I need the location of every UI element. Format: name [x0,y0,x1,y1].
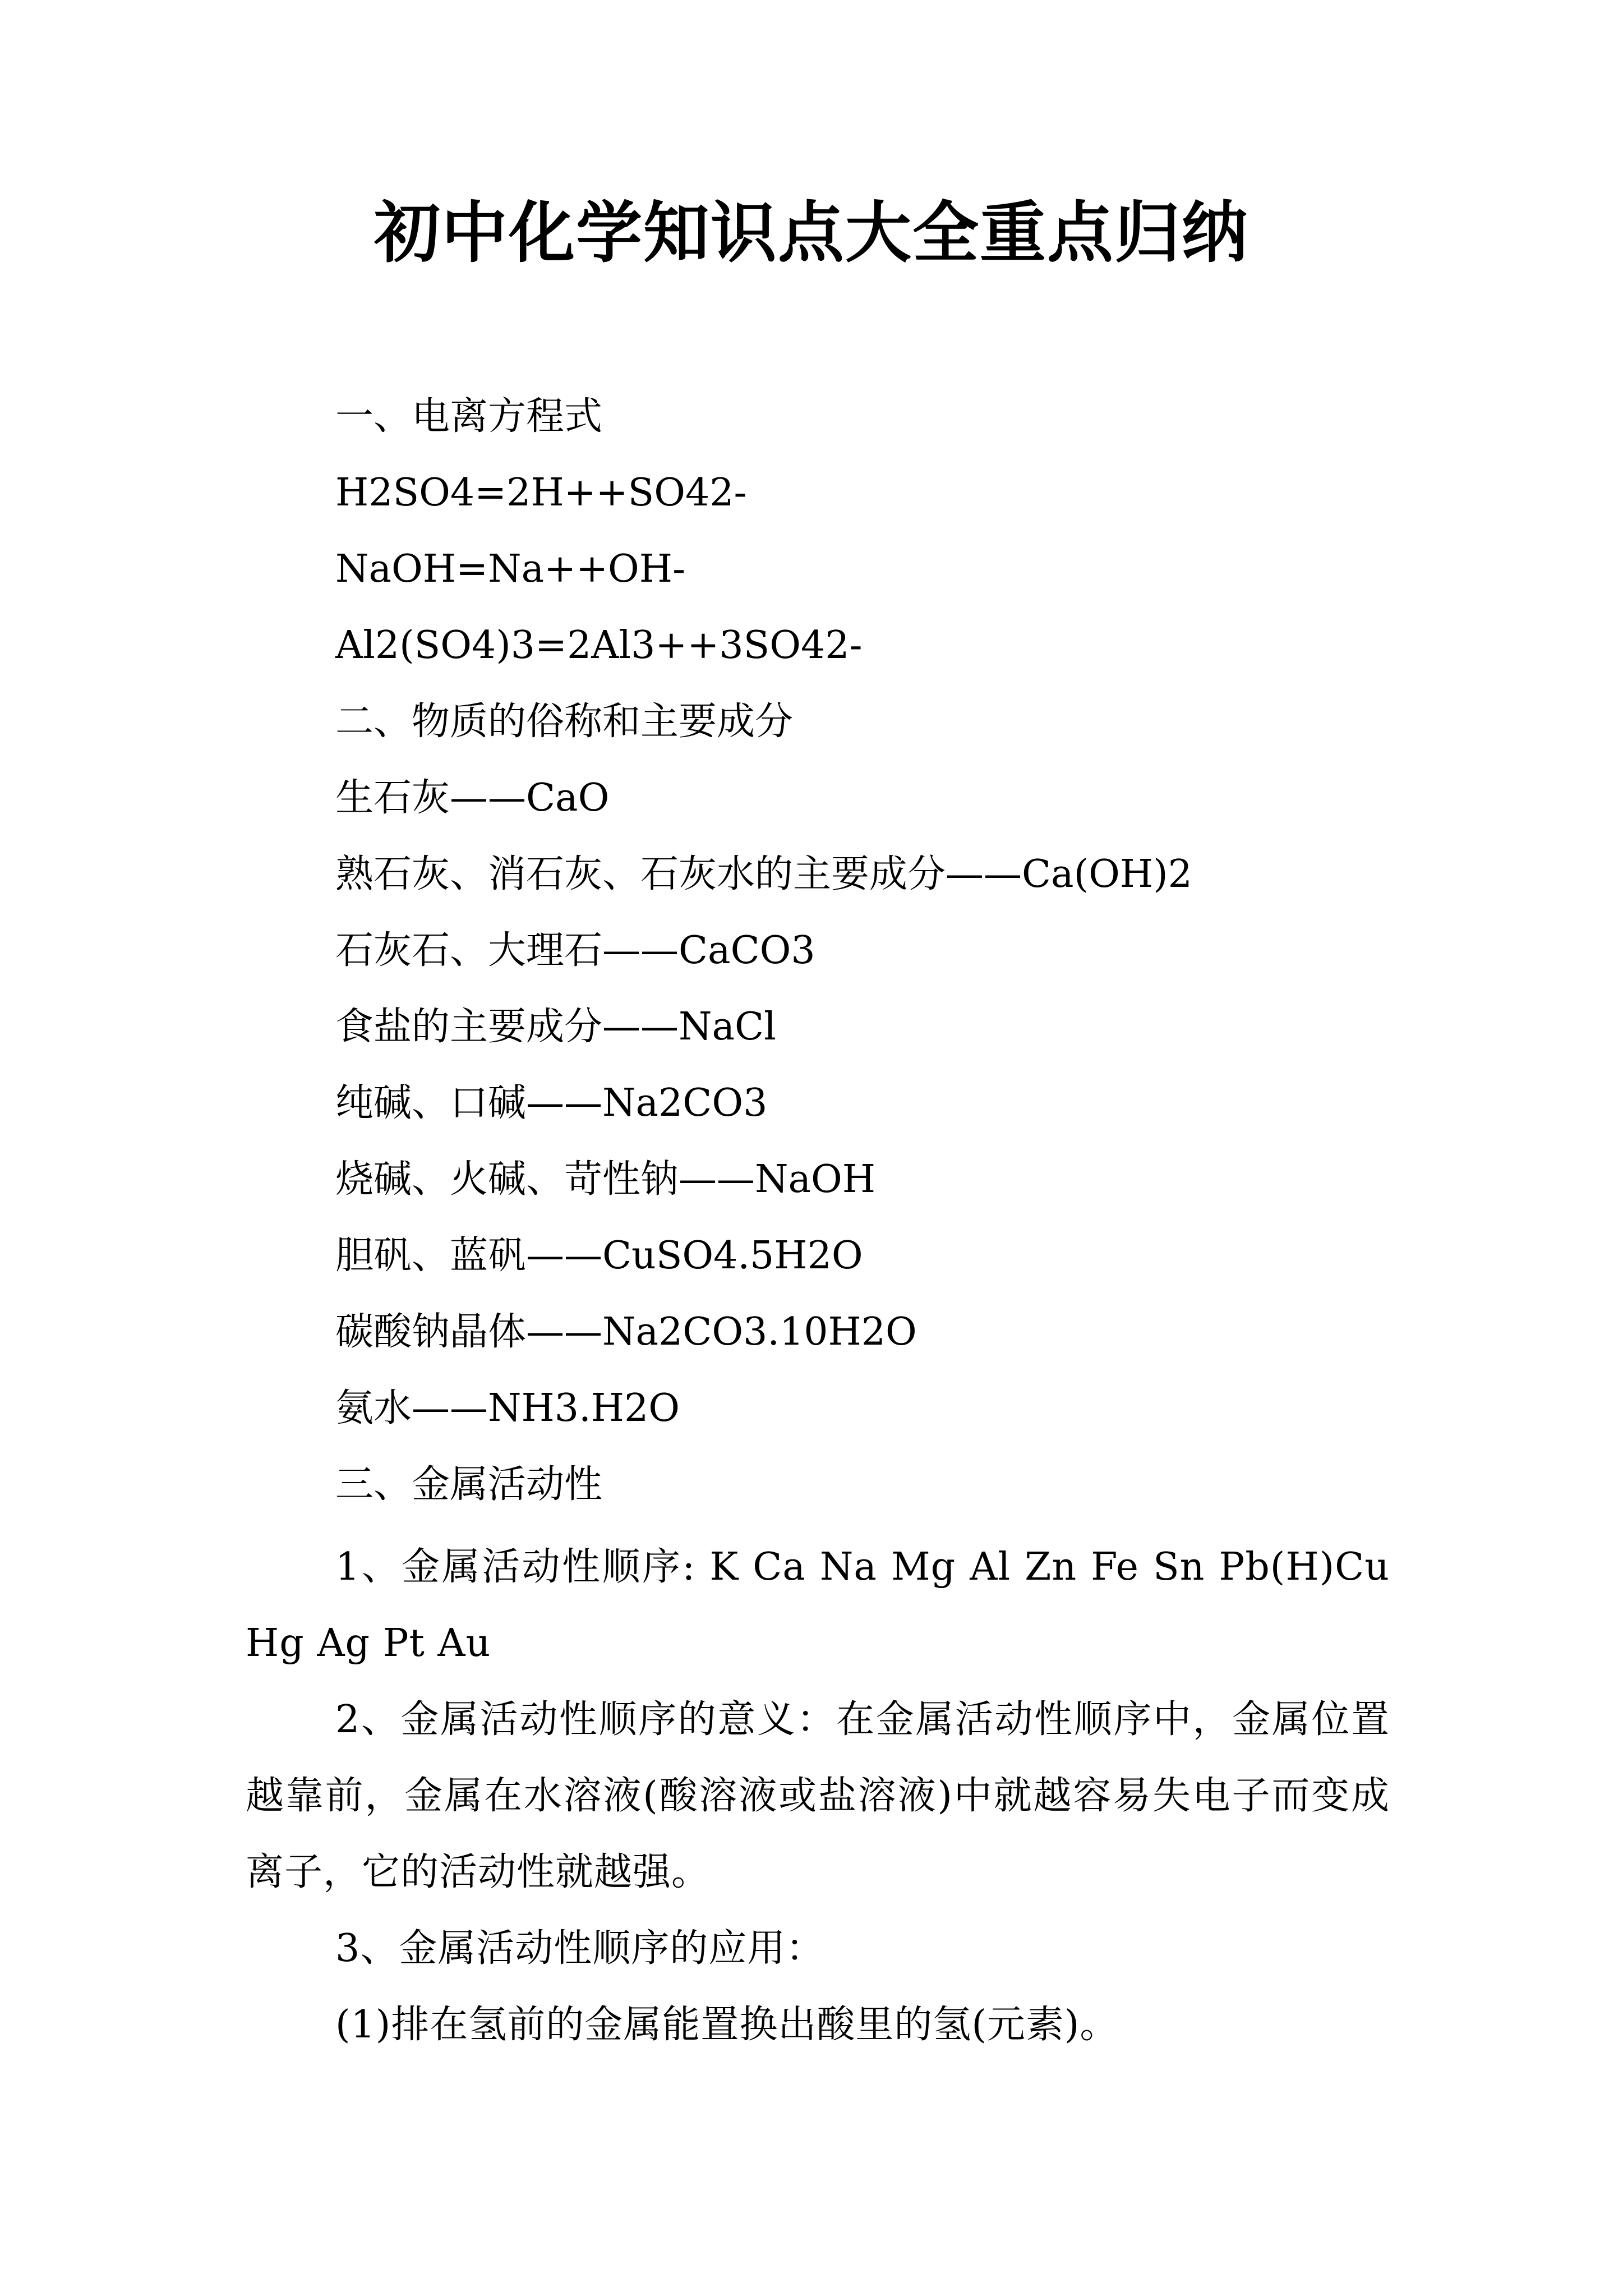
common-name-line: 烧碱、火碱、苛性钠——NaOH [335,1157,876,1202]
common-name-line: 食盐的主要成分——NaCl [335,1005,776,1049]
section-heading-ionization: 一、电离方程式 [335,394,603,439]
common-name-line: 石灰石、大理石——CaCO3 [335,928,815,973]
equation-line: H2SO4=2H++SO42- [335,471,747,515]
common-name-line: 胆矾、蓝矾——CuSO4.5H2O [335,1234,863,1278]
section-heading-common-names: 二、物质的俗称和主要成分 [335,700,794,744]
common-name-line: 纯碱、口碱——Na2CO3 [335,1081,768,1125]
document-title: 初中化学知识点大全重点归纳 [374,194,1249,272]
paragraph-activity-application: 3、金属活动性顺序的应用： [335,1926,825,1971]
paragraph-application-item-1: (1)排在氢前的金属能置换出酸里的氢(元素)。 [335,2003,1119,2047]
equation-line: NaOH=Na++OH- [335,547,686,591]
paragraph-activity-meaning: 2、金属活动性顺序的意义：在金属活动性顺序中，金属位置越靠前，金属在水溶液(酸溶液或盐溶液)中就越容易失电子而变成离子，它的活动性就越强。 [246,1697,1390,1894]
equation-line: Al2(SO4)3=2Al3++3SO42- [335,623,863,668]
common-name-line: 熟石灰、消石灰、石灰水的主要成分——Ca(OH)2 [335,852,1192,896]
common-name-line: 碳酸钠晶体——Na2CO3.10H2O [335,1310,917,1354]
common-name-line: 氨水——NH3.H2O [335,1386,680,1430]
paragraph-activity-order: 1、金属活动性顺序: K Ca Na Mg Al Zn Fe Sn Pb(H)Cu Hg Ag Pt Au [246,1545,1390,1665]
section-heading-metal-activity: 三、金属活动性 [335,1462,603,1507]
common-name-line: 生石灰——CaO [335,776,610,820]
